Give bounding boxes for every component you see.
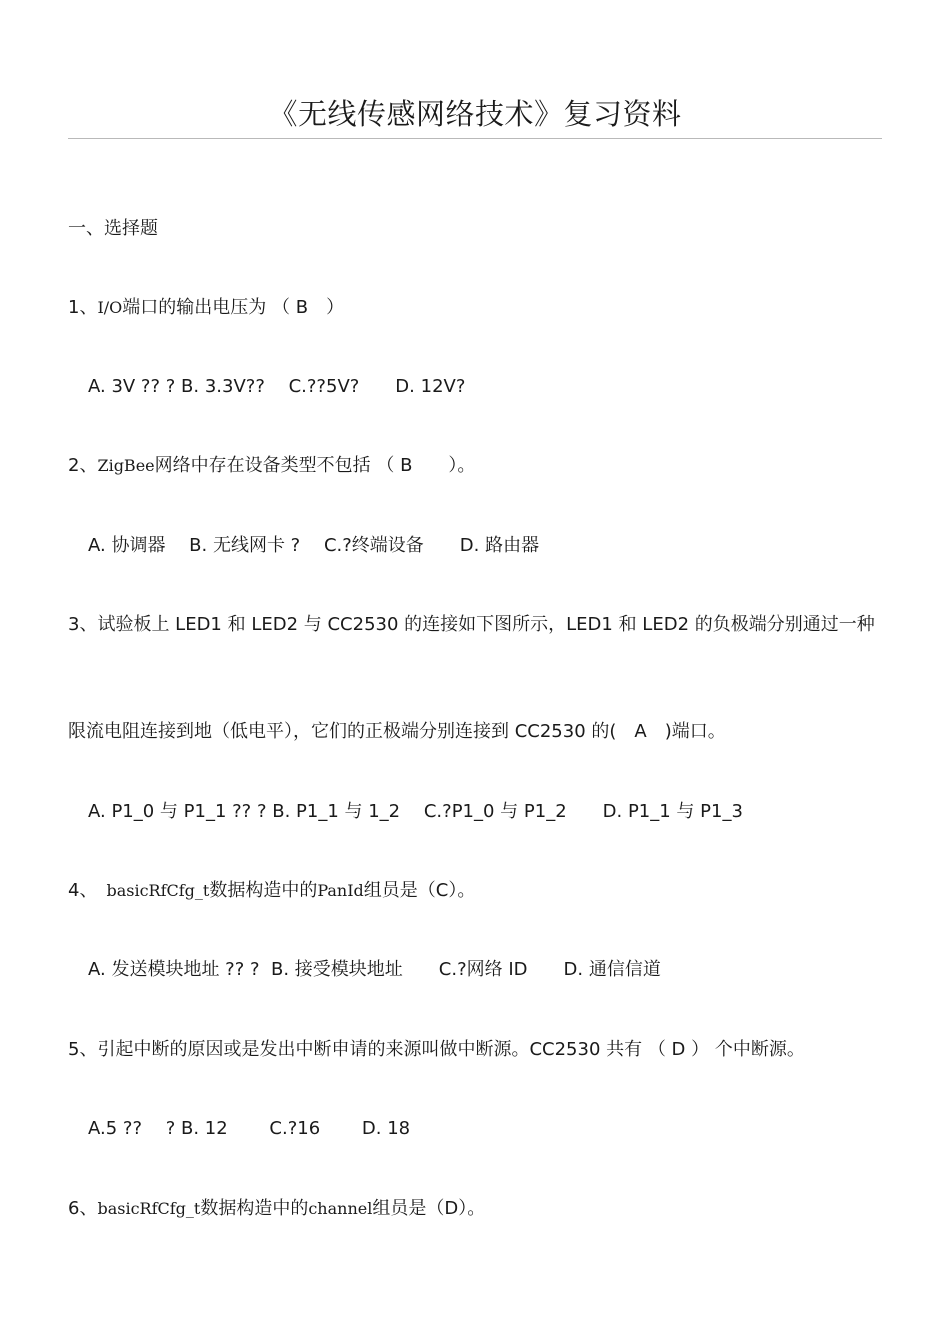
question-1-options: A. 3V ?? ? B. 3.3V?? C.??5V? D. 12V? bbox=[88, 376, 466, 397]
question-2-options: A. 协调器 B. 无线网卡 ? C.?终端设备 D. 路由器 bbox=[88, 535, 540, 556]
question-6-text-mid: 数据构造中的 bbox=[200, 1198, 309, 1219]
question-6-code: basicRfCfg_t bbox=[97, 1199, 201, 1218]
question-4-code-2: PanId bbox=[317, 881, 364, 900]
question-2-text: 网络中存在设备类型不包括 （ B ）。 bbox=[154, 455, 476, 476]
question-4-number: 4、 bbox=[68, 880, 107, 901]
question-6-code-2: channel bbox=[308, 1199, 373, 1218]
document-title: 《无线传感网络技术》复习资料 bbox=[268, 97, 682, 131]
title-divider bbox=[68, 138, 882, 139]
question-4-text-mid: 数据构造中的 bbox=[209, 880, 318, 901]
question-1-stem bbox=[68, 295, 344, 321]
question-4-code: basicRfCfg_t bbox=[106, 881, 210, 900]
question-5-options: A.5 ?? ? B. 12 C.?16 D. 18 bbox=[88, 1118, 411, 1139]
question-2-stem bbox=[68, 453, 475, 479]
question-3-stem-line-1: 3、试验板上 LED1 和 LED2 与 CC2530 的连接如下图所示，LED1 和 LED2 的负极端分别通过一种 bbox=[68, 614, 875, 635]
question-2-code: ZigBee bbox=[97, 456, 155, 475]
section-heading: 一、选择题 bbox=[68, 218, 158, 239]
question-3-options: A. P1_0 与 P1_1 ?? ? B. P1_1 与 1_2 C.?P1_0 与 P1_2 D. P1_1 与 P1_3 bbox=[88, 801, 743, 822]
question-2-number: 2、 bbox=[68, 455, 98, 476]
question-1-text: 端口的输出电压为 （ B ） bbox=[122, 297, 345, 318]
question-6-stem bbox=[68, 1196, 485, 1222]
question-4-options: A. 发送模块地址 ?? ? B. 接受模块地址 C.?网络 ID D. 通信信道 bbox=[88, 959, 661, 980]
question-1-code: I/O bbox=[97, 298, 123, 317]
question-1-number: 1、 bbox=[68, 297, 98, 318]
question-6-number: 6、 bbox=[68, 1198, 98, 1219]
question-3-stem-line-2: 限流电阻连接到地（低电平），它们的正极端分别连接到 CC2530 的( A )端口。 bbox=[68, 721, 726, 742]
question-6-text-end: 组员是（D）。 bbox=[372, 1198, 486, 1219]
question-4-text-end: 组员是（C）。 bbox=[363, 880, 476, 901]
question-5-stem: 5、引起中断的原因或是发出中断申请的来源叫做中断源。CC2530 共有 （ D ） 个中断源。 bbox=[68, 1039, 805, 1060]
question-4-stem bbox=[68, 878, 475, 904]
